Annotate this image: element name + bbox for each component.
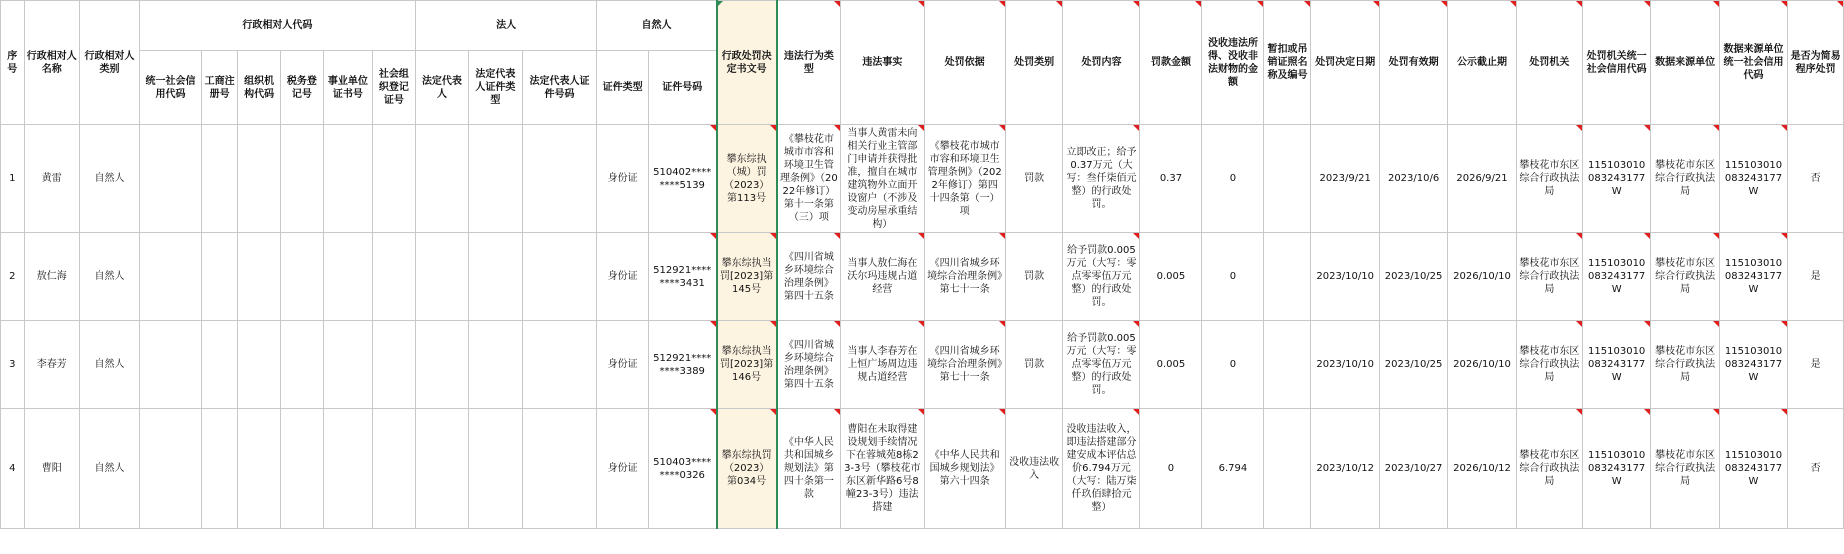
cell-empty[interactable] — [139, 233, 201, 321]
cell-facts[interactable]: 曹阳在未取得建设规划手续情况下在蓉城苑8栋23-3号（攀枝花市东区新华路6号8幢23-3号）违法搭建 — [841, 409, 924, 529]
cell-empty[interactable] — [372, 321, 415, 409]
table-row[interactable] — [1, 409, 1844, 529]
cell-empty[interactable] — [281, 321, 324, 409]
cell-facts[interactable]: 当事人黄雷未向相关行业主管部门申请并获得批准，擅自在城市建筑物外立面开设窗户（不涉及变动房屋承重结构） — [841, 125, 924, 233]
cell-empty[interactable] — [139, 125, 201, 233]
cell-seq[interactable]: 2 — [1, 233, 25, 321]
cell-id-type[interactable]: 身份证 — [597, 321, 648, 409]
cell-authority-code[interactable]: 115103010083243177W — [1582, 125, 1650, 233]
cell-empty[interactable] — [522, 125, 597, 233]
header-code-group[interactable]: 行政相对人代码 — [139, 1, 415, 51]
cell-empty[interactable] — [415, 409, 468, 529]
cell-source-code[interactable]: 115103010083243177W — [1719, 409, 1787, 529]
cell-content[interactable]: 立即改正；给予0.37万元（大写：叁仟柒佰元整）的行政处罚。 — [1063, 125, 1140, 233]
header-legal-id-no[interactable]: 法定代表人证件号码 — [522, 51, 597, 125]
cell-empty[interactable] — [372, 125, 415, 233]
cell-empty[interactable] — [415, 233, 468, 321]
cell-valid-date[interactable]: 2023/10/27 — [1379, 409, 1447, 529]
cell-simple[interactable]: 是 — [1788, 233, 1844, 321]
cell-public-end[interactable]: 2026/9/21 — [1448, 125, 1516, 233]
cell-empty[interactable] — [201, 233, 237, 321]
cell-doc-no[interactable]: 攀东综执当罚[2023]第145号 — [717, 233, 777, 321]
cell-empty[interactable] — [238, 321, 281, 409]
cell-authority-code[interactable]: 115103010083243177W — [1582, 409, 1650, 529]
cell-public-end[interactable]: 2026/10/10 — [1448, 321, 1516, 409]
cell-source[interactable]: 攀枝花市东区综合行政执法局 — [1651, 233, 1719, 321]
header-code-business[interactable]: 工商注册号 — [201, 51, 237, 125]
cell-violation-type[interactable]: 《四川省城乡环境综合治理条例》第四十五条 — [777, 233, 841, 321]
cell-id-no[interactable]: 512921********3389 — [648, 321, 716, 409]
cell-empty[interactable] — [469, 321, 522, 409]
cell-source[interactable]: 攀枝花市东区综合行政执法局 — [1651, 125, 1719, 233]
cell-empty[interactable] — [372, 409, 415, 529]
header-content[interactable]: 处罚内容 — [1063, 1, 1140, 125]
cell-seq[interactable]: 1 — [1, 125, 25, 233]
cell-content[interactable]: 给予罚款0.005万元（大写：零点零零伍万元整）的行政处罚。 — [1063, 321, 1140, 409]
cell-authority[interactable]: 攀枝花市东区综合行政执法局 — [1516, 125, 1582, 233]
header-simple[interactable]: 是否为简易程序处罚 — [1788, 1, 1844, 125]
cell-id-no[interactable]: 510403********0326 — [648, 409, 716, 529]
cell-empty[interactable] — [323, 321, 372, 409]
cell-authority-code[interactable]: 115103010083243177W — [1582, 321, 1650, 409]
cell-fine[interactable]: 0 — [1140, 409, 1202, 529]
cell-decision-date[interactable]: 2023/10/12 — [1311, 409, 1379, 529]
cell-source-code[interactable]: 115103010083243177W — [1719, 321, 1787, 409]
cell-name[interactable]: 黄雷 — [24, 125, 80, 233]
cell-simple[interactable]: 是 — [1788, 321, 1844, 409]
header-legal-group[interactable]: 法人 — [415, 1, 597, 51]
cell-doc-no[interactable]: 攀东综执当罚[2023]第146号 — [717, 321, 777, 409]
cell-violation-type[interactable]: 《四川省城乡环境综合治理条例》第四十五条 — [777, 321, 841, 409]
cell-category[interactable]: 自然人 — [80, 233, 140, 321]
header-source[interactable]: 数据来源单位 — [1651, 1, 1719, 125]
cell-id-type[interactable]: 身份证 — [597, 409, 648, 529]
cell-fine[interactable]: 0.005 — [1140, 233, 1202, 321]
cell-content[interactable]: 没收违法收入，即违法搭建部分建安成本评估总价6.794万元（大写：陆万柒仟玖佰肆拾元整） — [1063, 409, 1140, 529]
cell-category[interactable]: 自然人 — [80, 125, 140, 233]
cell-fine[interactable]: 0.37 — [1140, 125, 1202, 233]
cell-empty[interactable] — [469, 125, 522, 233]
header-decision-date[interactable]: 处罚决定日期 — [1311, 1, 1379, 125]
cell-valid-date[interactable]: 2023/10/25 — [1379, 321, 1447, 409]
header-public-end[interactable]: 公示截止期 — [1448, 1, 1516, 125]
cell-source-code[interactable]: 115103010083243177W — [1719, 125, 1787, 233]
cell-source-code[interactable]: 115103010083243177W — [1719, 233, 1787, 321]
cell-valid-date[interactable]: 2023/10/6 — [1379, 125, 1447, 233]
cell-id-no[interactable]: 512921********3431 — [648, 233, 716, 321]
header-code-org[interactable]: 组织机构代码 — [238, 51, 281, 125]
cell-source[interactable]: 攀枝花市东区综合行政执法局 — [1651, 409, 1719, 529]
cell-doc-no[interactable]: 攀东综执罚（2023）第034号 — [717, 409, 777, 529]
cell-punish-type[interactable]: 罚款 — [1005, 321, 1063, 409]
cell-category[interactable]: 自然人 — [80, 321, 140, 409]
header-legal-id-type[interactable]: 法定代表人证件类型 — [469, 51, 522, 125]
cell-seq[interactable]: 4 — [1, 409, 25, 529]
cell-empty[interactable] — [238, 125, 281, 233]
cell-category[interactable]: 自然人 — [80, 409, 140, 529]
cell-empty[interactable] — [522, 409, 597, 529]
cell-empty[interactable] — [139, 321, 201, 409]
header-license[interactable]: 暂扣或吊销证照名称及编号 — [1264, 1, 1311, 125]
cell-confiscated[interactable]: 6.794 — [1202, 409, 1264, 529]
cell-name[interactable]: 李春芳 — [24, 321, 80, 409]
cell-source[interactable]: 攀枝花市东区综合行政执法局 — [1651, 321, 1719, 409]
header-doc-no[interactable]: 行政处罚决定书文号 — [717, 1, 777, 125]
cell-decision-date[interactable]: 2023/10/10 — [1311, 233, 1379, 321]
cell-basis[interactable]: 《四川省城乡环境综合治理条例》第七十一条 — [924, 233, 1005, 321]
cell-name[interactable]: 曹阳 — [24, 409, 80, 529]
cell-authority[interactable]: 攀枝花市东区综合行政执法局 — [1516, 233, 1582, 321]
cell-public-end[interactable]: 2026/10/12 — [1448, 409, 1516, 529]
cell-empty[interactable] — [323, 125, 372, 233]
cell-empty[interactable] — [522, 233, 597, 321]
cell-authority[interactable]: 攀枝花市东区综合行政执法局 — [1516, 321, 1582, 409]
cell-simple[interactable]: 否 — [1788, 125, 1844, 233]
cell-confiscated[interactable]: 0 — [1202, 321, 1264, 409]
cell-id-no[interactable]: 510402********5139 — [648, 125, 716, 233]
cell-empty[interactable] — [323, 409, 372, 529]
cell-empty[interactable] — [238, 233, 281, 321]
header-code-tax[interactable]: 税务登记号 — [281, 51, 324, 125]
cell-empty[interactable] — [281, 125, 324, 233]
cell-empty[interactable] — [469, 233, 522, 321]
header-legal-rep[interactable]: 法定代表人 — [415, 51, 468, 125]
cell-punish-type[interactable]: 没收违法收入 — [1005, 409, 1063, 529]
header-code-social[interactable]: 社会组织登记证号 — [372, 51, 415, 125]
cell-punish-type[interactable]: 罚款 — [1005, 125, 1063, 233]
cell-empty[interactable] — [201, 409, 237, 529]
cell-decision-date[interactable]: 2023/10/10 — [1311, 321, 1379, 409]
header-natural-group[interactable]: 自然人 — [597, 1, 717, 51]
cell-facts[interactable]: 当事人李春芳在上恒广场周边违规占道经营 — [841, 321, 924, 409]
cell-simple[interactable]: 否 — [1788, 409, 1844, 529]
cell-empty[interactable] — [323, 233, 372, 321]
header-facts[interactable]: 违法事实 — [841, 1, 924, 125]
cell-empty[interactable] — [139, 409, 201, 529]
header-confiscated[interactable]: 没收违法所得、没收非法财物的金额 — [1202, 1, 1264, 125]
header-seq[interactable]: 序号 — [1, 1, 25, 125]
table-row[interactable] — [1, 125, 1844, 233]
cell-facts[interactable]: 当事人敖仁海在沃尔玛违规占道经营 — [841, 233, 924, 321]
cell-id-type[interactable]: 身份证 — [597, 233, 648, 321]
cell-confiscated[interactable]: 0 — [1202, 125, 1264, 233]
header-id-type[interactable]: 证件类型 — [597, 51, 648, 125]
cell-valid-date[interactable]: 2023/10/25 — [1379, 233, 1447, 321]
cell-decision-date[interactable]: 2023/9/21 — [1311, 125, 1379, 233]
cell-basis[interactable]: 《中华人民共和国城乡规划法》第六十四条 — [924, 409, 1005, 529]
cell-empty[interactable] — [1264, 321, 1311, 409]
cell-empty[interactable] — [1264, 233, 1311, 321]
header-source-code[interactable]: 数据来源单位统一社会信用代码 — [1719, 1, 1787, 125]
header-id-no[interactable]: 证件号码 — [648, 51, 716, 125]
cell-basis[interactable]: 《四川省城乡环境综合治理条例》第七十一条 — [924, 321, 1005, 409]
cell-violation-type[interactable]: 《中华人民共和国城乡规划法》第四十条第一款 — [777, 409, 841, 529]
cell-empty[interactable] — [281, 409, 324, 529]
header-violation-type[interactable]: 违法行为类型 — [777, 1, 841, 125]
cell-empty[interactable] — [238, 409, 281, 529]
cell-fine[interactable]: 0.005 — [1140, 321, 1202, 409]
cell-public-end[interactable]: 2026/10/10 — [1448, 233, 1516, 321]
cell-content[interactable]: 给予罚款0.005万元（大写：零点零零伍万元整）的行政处罚。 — [1063, 233, 1140, 321]
cell-doc-no[interactable]: 攀东综执（城）罚（2023）第113号 — [717, 125, 777, 233]
cell-name[interactable]: 敖仁海 — [24, 233, 80, 321]
cell-authority-code[interactable]: 115103010083243177W — [1582, 233, 1650, 321]
header-basis[interactable]: 处罚依据 — [924, 1, 1005, 125]
cell-empty[interactable] — [372, 233, 415, 321]
cell-empty[interactable] — [415, 125, 468, 233]
header-authority-code[interactable]: 处罚机关统一社会信用代码 — [1582, 1, 1650, 125]
cell-empty[interactable] — [1264, 125, 1311, 233]
cell-empty[interactable] — [1264, 409, 1311, 529]
cell-confiscated[interactable]: 0 — [1202, 233, 1264, 321]
cell-empty[interactable] — [522, 321, 597, 409]
header-authority[interactable]: 处罚机关 — [1516, 1, 1582, 125]
table-row[interactable] — [1, 321, 1844, 409]
cell-empty[interactable] — [201, 321, 237, 409]
header-punish-type[interactable]: 处罚类别 — [1005, 1, 1063, 125]
cell-basis[interactable]: 《攀枝花市城市市容和环境卫生管理条例》（2022年修订）第四十四条第（一）项 — [924, 125, 1005, 233]
cell-seq[interactable]: 3 — [1, 321, 25, 409]
header-category[interactable]: 行政相对人类别 — [80, 1, 140, 125]
cell-empty[interactable] — [415, 321, 468, 409]
cell-id-type[interactable]: 身份证 — [597, 125, 648, 233]
header-fine[interactable]: 罚款金额 — [1140, 1, 1202, 125]
cell-empty[interactable] — [201, 125, 237, 233]
header-name[interactable]: 行政相对人名称 — [24, 1, 80, 125]
cell-punish-type[interactable]: 罚款 — [1005, 233, 1063, 321]
cell-empty[interactable] — [281, 233, 324, 321]
cell-empty[interactable] — [469, 409, 522, 529]
table-row[interactable] — [1, 233, 1844, 321]
cell-authority[interactable]: 攀枝花市东区综合行政执法局 — [1516, 409, 1582, 529]
cell-violation-type[interactable]: 《攀枝花市城市市容和环境卫生管理条例》（2022年修订）第十一条第（三）项 — [777, 125, 841, 233]
header-code-institution[interactable]: 事业单位证书号 — [323, 51, 372, 125]
header-code-credit[interactable]: 统一社会信用代码 — [139, 51, 201, 125]
header-valid-date[interactable]: 处罚有效期 — [1379, 1, 1447, 125]
